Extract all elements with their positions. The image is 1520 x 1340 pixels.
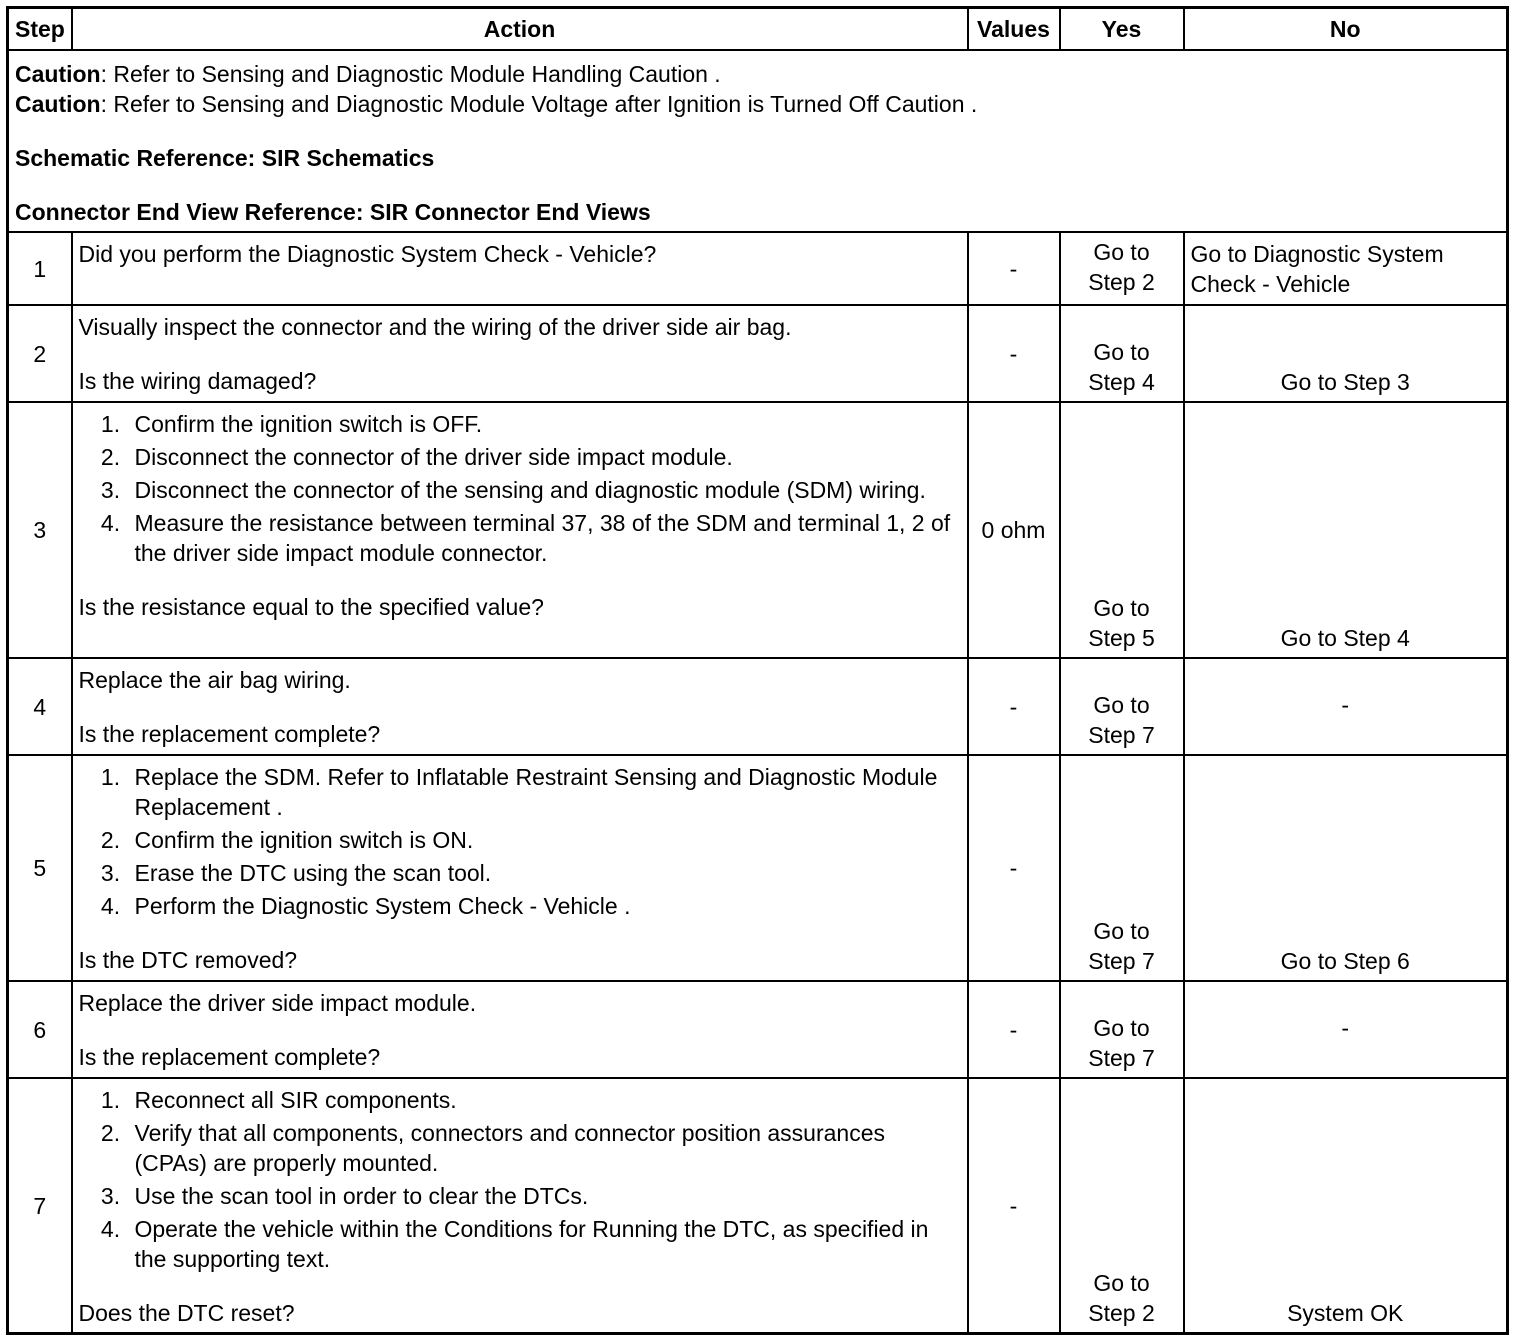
action-question: Is the replacement complete? — [78, 721, 381, 747]
step-number: 5 — [8, 755, 72, 981]
value-cell: 0 ohm — [968, 402, 1060, 658]
action-cell — [72, 305, 968, 402]
no-cell: System OK — [1184, 1078, 1508, 1334]
no-cell: Go to Step 6 — [1184, 755, 1508, 981]
caution-label: Caution — [15, 61, 101, 87]
step-number: 7 — [8, 1078, 72, 1334]
action-question: Is the resistance equal to the specified value? — [78, 594, 544, 620]
table-row — [8, 305, 1508, 402]
caution-text-2: : Refer to Sensing and Diagnostic Module Voltage after Ignition is Turned Off Caution . — [100, 91, 978, 117]
header-action: Action — [72, 8, 968, 51]
list-item: 3. Disconnect the connector of the sensing and diagnostic module (SDM) wiring. — [127, 475, 961, 505]
procedure-list — [79, 1085, 961, 1274]
procedure-list — [79, 409, 961, 568]
no-cell: Go to Step 3 — [1184, 305, 1508, 402]
value-cell: - — [968, 981, 1060, 1078]
yes-cell: Go to Step 4 — [1060, 305, 1184, 402]
list-item: 2. Confirm the ignition switch is ON. — [127, 825, 961, 855]
step-number: 2 — [8, 305, 72, 402]
list-item: 1. Reconnect all SIR components. — [127, 1085, 961, 1115]
action-cell — [72, 1078, 968, 1334]
action-question: Is the wiring damaged? — [78, 368, 317, 394]
yes-cell: Go to Step 7 — [1060, 755, 1184, 981]
action-cell — [72, 402, 968, 658]
step-number: 1 — [8, 232, 72, 305]
action-question: Is the replacement complete? — [78, 1044, 381, 1070]
header-values: Values — [968, 8, 1060, 51]
action-question: Does the DTC reset? — [78, 1300, 295, 1326]
action-cell — [72, 755, 968, 981]
connector-end-view-reference: Connector End View Reference: SIR Connector End Views — [15, 199, 651, 225]
caution-line-2 — [15, 89, 1500, 119]
value-cell: - — [968, 305, 1060, 402]
table-row — [8, 1078, 1508, 1334]
yes-cell: Go to Step 7 — [1060, 981, 1184, 1078]
action-question: Is the DTC removed? — [78, 947, 298, 973]
no-cell: - — [1184, 981, 1508, 1078]
header-yes: Yes — [1060, 8, 1184, 51]
table-row — [8, 755, 1508, 981]
action-cell — [72, 232, 968, 305]
table-row — [8, 402, 1508, 658]
value-cell: - — [968, 1078, 1060, 1334]
action-cell — [72, 658, 968, 755]
yes-cell: Go to Step 2 — [1060, 232, 1184, 305]
diagnostic-table-container — [6, 6, 1506, 1335]
list-item: 4. Perform the Diagnostic System Check - Vehicle . — [127, 891, 961, 921]
list-item: 4. Measure the resistance between terminal 37, 38 of the SDM and terminal 1, 2 of the driver side impact module connector. — [127, 508, 961, 568]
diagnostic-table — [6, 6, 1509, 1335]
no-cell: Go to Step 4 — [1184, 402, 1508, 658]
no-cell: - — [1184, 658, 1508, 755]
header-step: Step — [8, 8, 72, 51]
value-cell: - — [968, 755, 1060, 981]
table-row — [8, 232, 1508, 305]
action-text: Replace the air bag wiring. — [78, 667, 351, 693]
caution-text-1: : Refer to Sensing and Diagnostic Module Handling Caution . — [100, 61, 721, 87]
header-no: No — [1184, 8, 1508, 51]
table-row — [8, 981, 1508, 1078]
header-row — [8, 8, 1508, 51]
no-cell: Go to Diagnostic System Check - Vehicle — [1184, 232, 1508, 305]
value-cell: - — [968, 232, 1060, 305]
caution-label: Caution — [15, 91, 101, 117]
action-cell — [72, 981, 968, 1078]
schematic-reference: Schematic Reference: SIR Schematics — [15, 145, 435, 171]
action-text: Visually inspect the connector and the wiring of the driver side air bag. — [78, 314, 792, 340]
list-item: 1. Replace the SDM. Refer to Inflatable Restraint Sensing and Diagnostic Module Replacement . — [127, 762, 961, 822]
yes-cell: Go to Step 5 — [1060, 402, 1184, 658]
reference-banner-row — [8, 50, 1508, 232]
list-item: 2. Verify that all components, connectors and connector position assurances (CPAs) are properly mounted. — [127, 1118, 961, 1178]
step-number: 3 — [8, 402, 72, 658]
yes-cell: Go to Step 2 — [1060, 1078, 1184, 1334]
list-item: 3. Erase the DTC using the scan tool. — [127, 858, 961, 888]
list-item: 1. Confirm the ignition switch is OFF. — [127, 409, 961, 439]
step-number: 6 — [8, 981, 72, 1078]
list-item: 4. Operate the vehicle within the Conditions for Running the DTC, as specified in the supporting text. — [127, 1214, 961, 1274]
step-number: 4 — [8, 658, 72, 755]
reference-banner — [8, 50, 1508, 232]
table-row — [8, 658, 1508, 755]
action-text: Replace the driver side impact module. — [78, 990, 477, 1016]
action-text: Did you perform the Diagnostic System Check - Vehicle? — [78, 241, 657, 267]
list-item: 2. Disconnect the connector of the driver side impact module. — [127, 442, 961, 472]
value-cell: - — [968, 658, 1060, 755]
yes-cell: Go to Step 7 — [1060, 658, 1184, 755]
caution-line-1 — [15, 59, 1500, 89]
list-item: 3. Use the scan tool in order to clear the DTCs. — [127, 1181, 961, 1211]
procedure-list — [79, 762, 961, 921]
